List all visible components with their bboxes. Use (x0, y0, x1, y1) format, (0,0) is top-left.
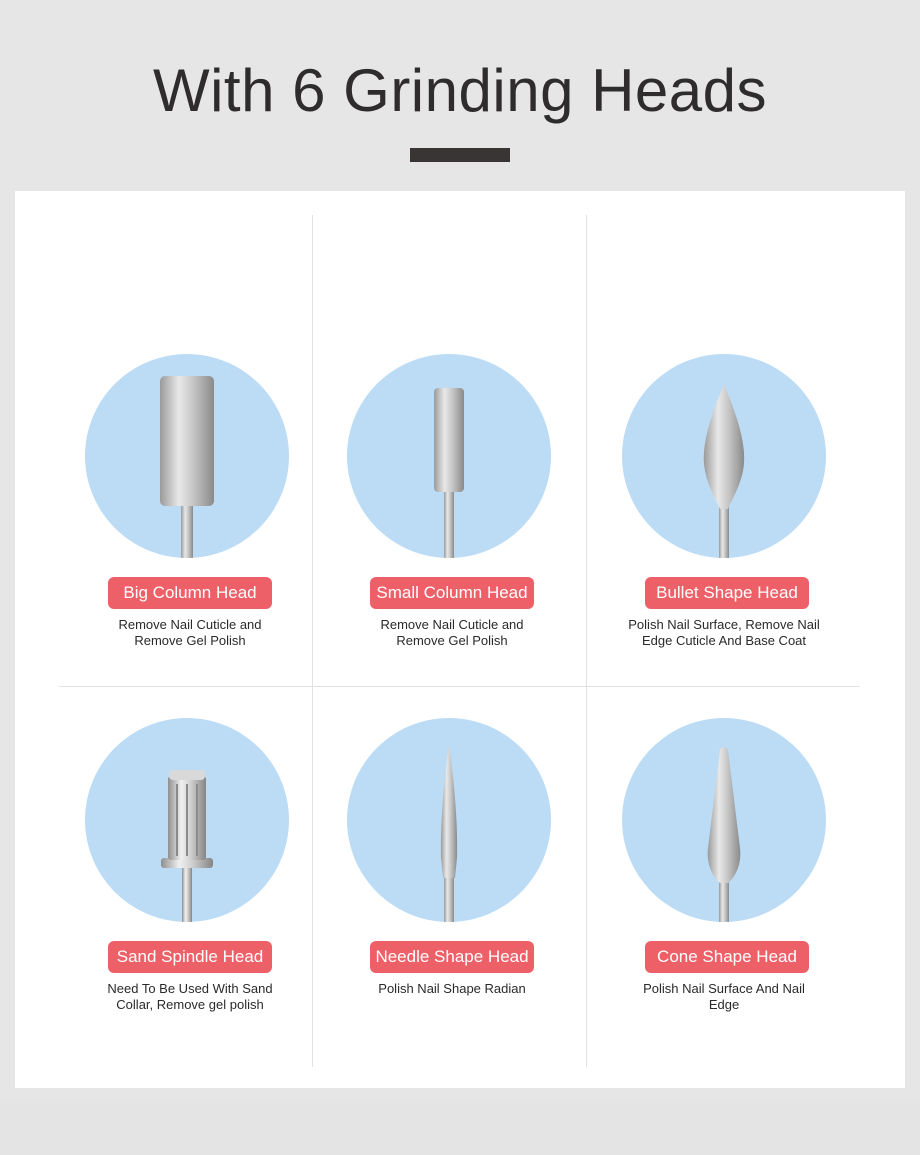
head-label: Needle Shape Head (370, 941, 534, 973)
head-label: Cone Shape Head (645, 941, 809, 973)
page-title: With 6 Grinding Heads (152, 57, 768, 124)
head-description: Polish Nail Surface And Nail Edge (643, 981, 805, 1012)
grid-divider-horizontal (59, 686, 860, 687)
head-description: Need To Be Used With Sand Collar, Remove gel polish (107, 981, 273, 1012)
sand-spindle-bit-icon (85, 718, 289, 922)
needle-bit-icon (347, 718, 551, 922)
bottom-strip (0, 1101, 920, 1155)
head-label: Sand Spindle Head (108, 941, 272, 973)
grinding-heads-panel (15, 191, 905, 1088)
big-column-bit-icon (85, 354, 289, 558)
head-label: Small Column Head (370, 577, 534, 609)
small-column-bit-icon (347, 354, 551, 558)
grid-divider-vertical (586, 215, 587, 1067)
grid-divider-vertical (312, 215, 313, 1067)
title-underline (410, 148, 510, 162)
bullet-bit-icon (622, 354, 826, 558)
head-label: Big Column Head (108, 577, 272, 609)
head-description: Remove Nail Cuticle and Remove Gel Polish (380, 617, 524, 648)
cone-bit-icon (622, 718, 826, 922)
head-description: Polish Nail Surface, Remove Nail Edge Cuticle And Base Coat (628, 617, 820, 648)
head-description: Remove Nail Cuticle and Remove Gel Polish (118, 617, 262, 648)
head-label: Bullet Shape Head (645, 577, 809, 609)
head-description: Polish Nail Shape Radian (378, 981, 526, 996)
